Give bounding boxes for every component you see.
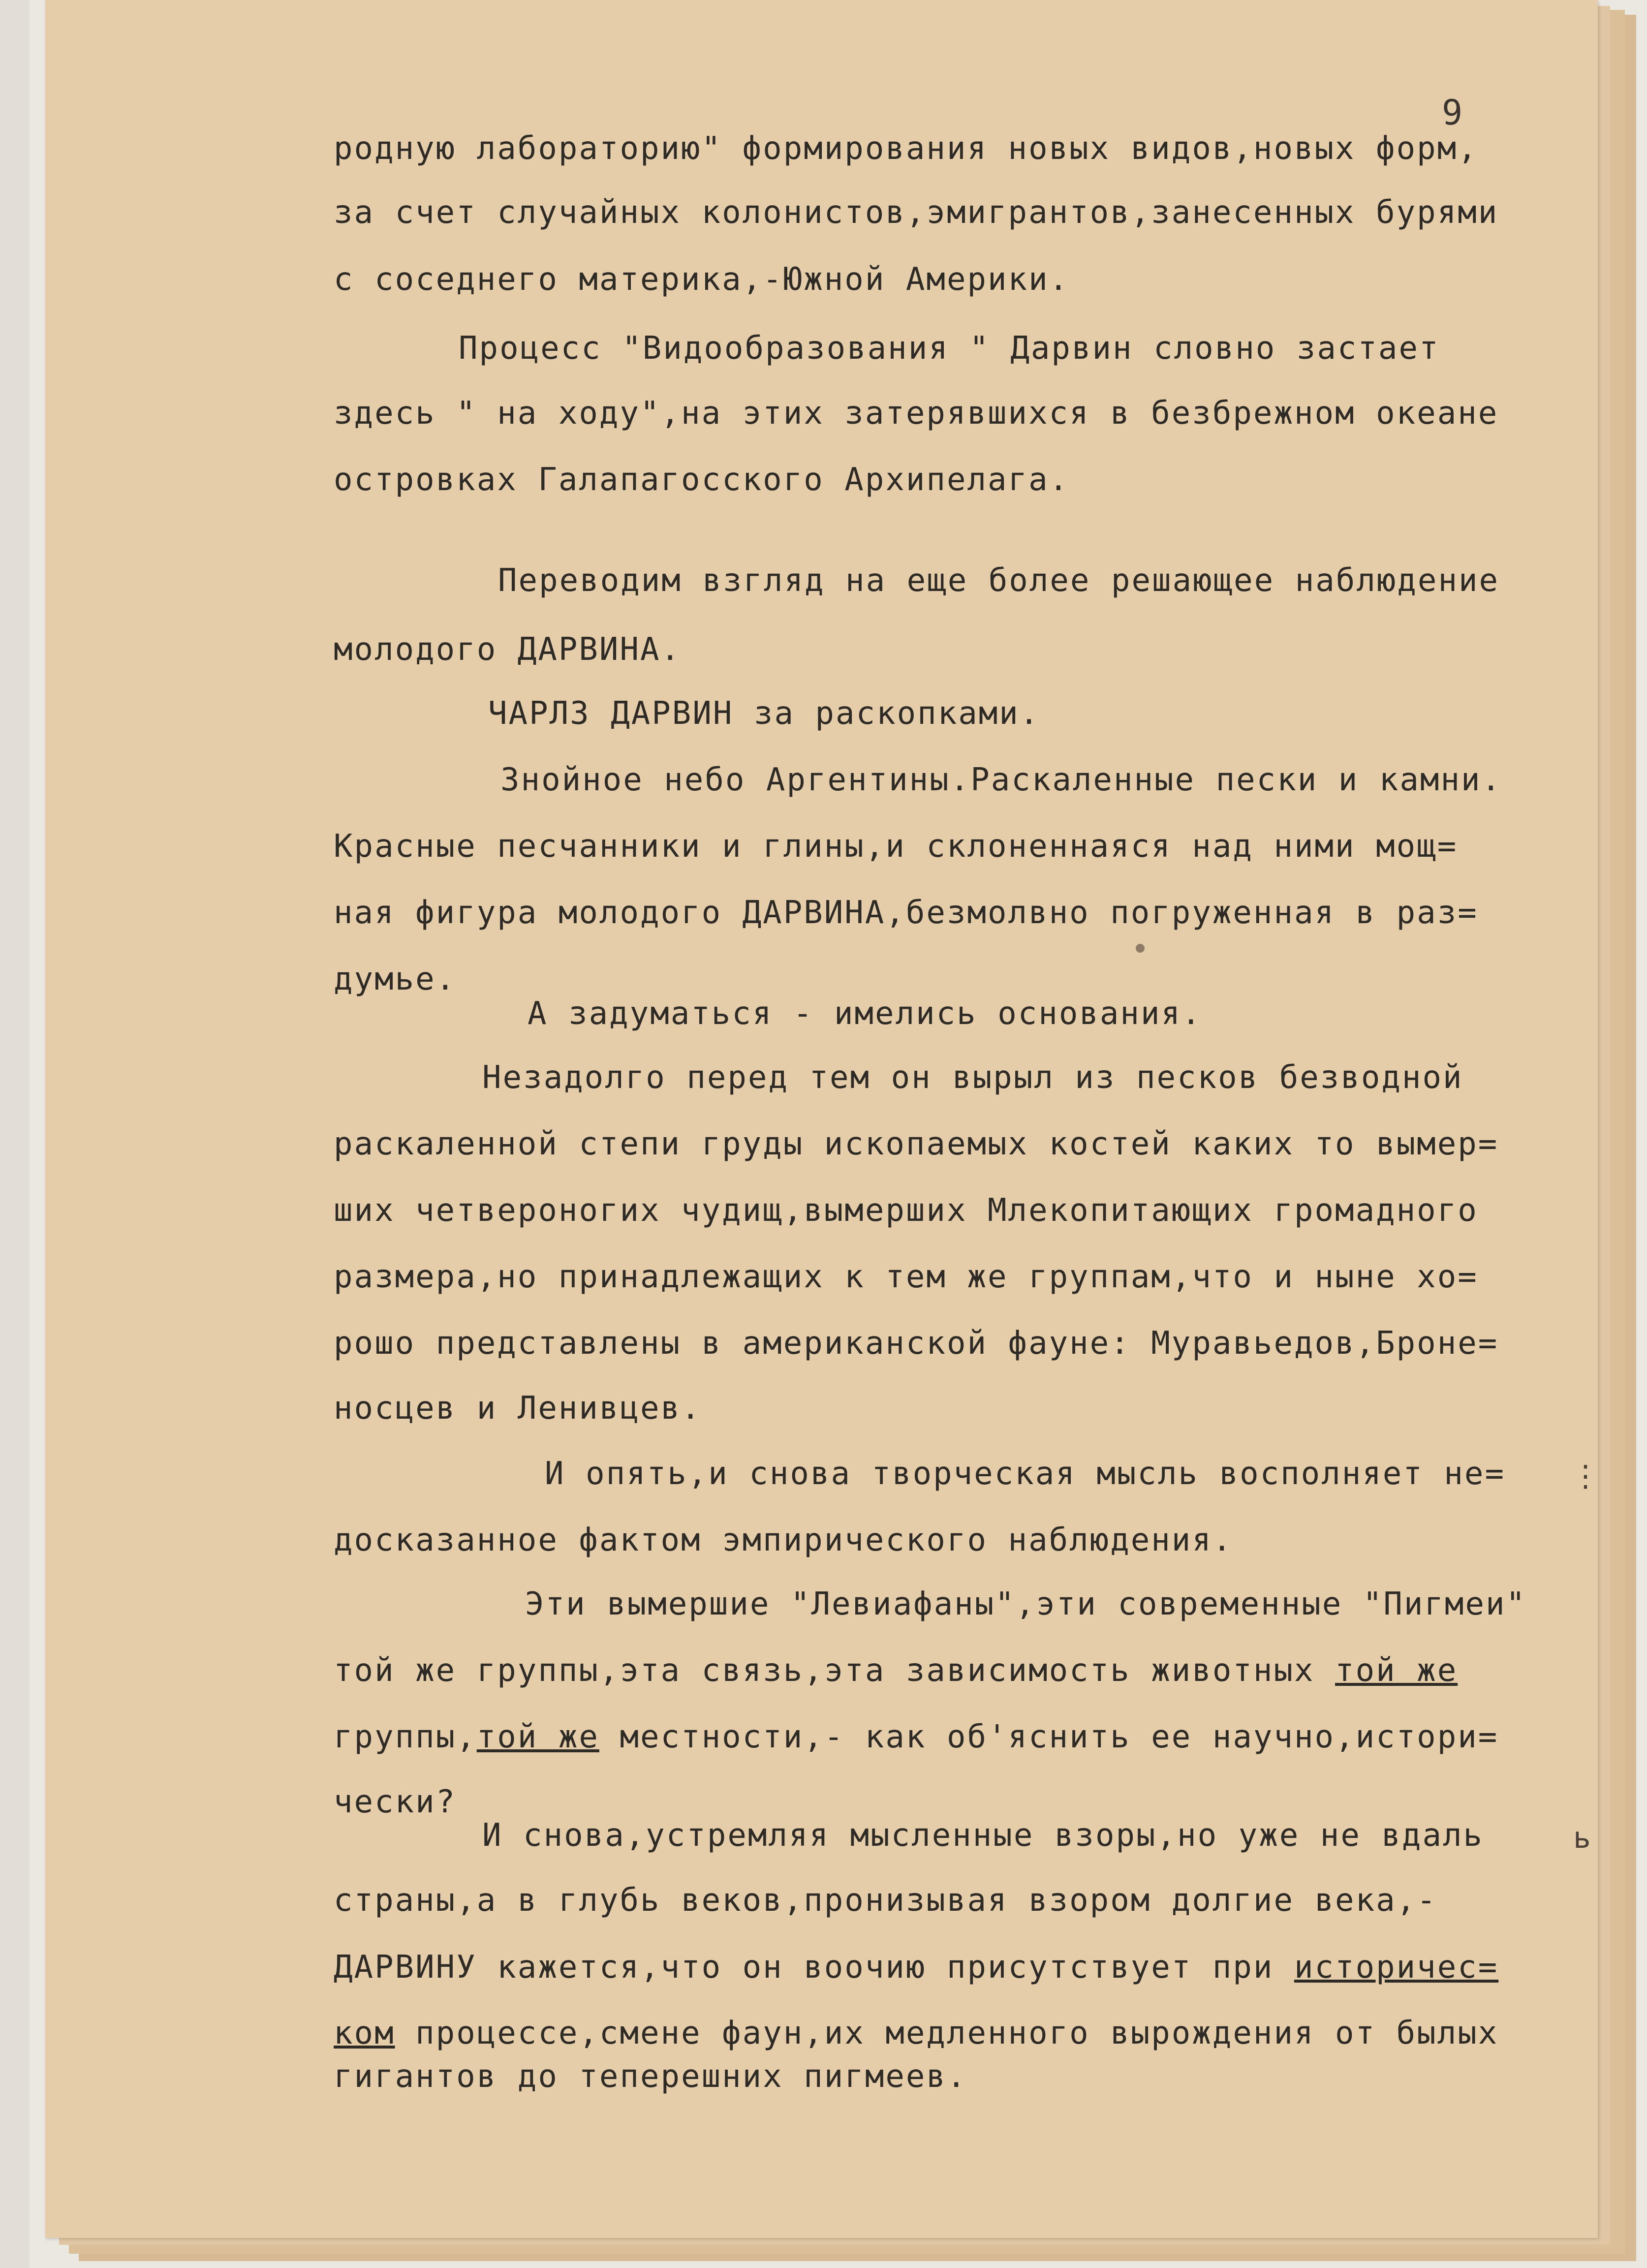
- text-line: А задуматься - имелись основания.: [528, 995, 1202, 1032]
- margin-mark: ь: [1573, 1821, 1591, 1855]
- text-line: здесь " на ходу",на этих затерявшихся в безбрежном океане: [334, 395, 1499, 432]
- underlined-text: историчес=: [1294, 1949, 1499, 1986]
- underlined-text: той же: [1335, 1652, 1458, 1689]
- page-number: 9: [1442, 93, 1463, 133]
- underlined-text: ком: [334, 2015, 395, 2051]
- text-line: Процесс "Видообразования " Дарвин словно застает: [459, 330, 1440, 367]
- typewritten-page: [45, 0, 1598, 2238]
- text-line: Незадолго перед тем он вырыл из песков безводной: [482, 1059, 1463, 1096]
- text-line: группы,той же местности,- как об'яснить ее научно,истори=: [334, 1719, 1499, 1755]
- text-line: той же группы,эта связь,эта зависимость животных той же: [334, 1652, 1458, 1689]
- text-line: островках Галапагосского Архипелага.: [334, 462, 1070, 498]
- text-line: И снова,устремляя мысленные взоры,но уже не вдаль: [482, 1817, 1484, 1854]
- text-line: И опять,и снова творческая мысль восполняет не=: [545, 1456, 1505, 1492]
- text-line: страны,а в глубь веков,пронизывая взором долгие века,-: [334, 1882, 1437, 1919]
- text-line: за счет случайных колонистов,эмигрантов,занесенных бурями: [334, 194, 1499, 231]
- text-line: ЧАРЛЗ ДАРВИН за раскопками.: [488, 695, 1040, 732]
- margin-mark: ⋮: [1571, 1459, 1600, 1493]
- text-line: рошо представлены в американской фауне: Муравьедов,Броне=: [334, 1325, 1499, 1362]
- text-line: с соседнего материка,-Южной Америки.: [334, 261, 1070, 298]
- text-line: носцев и Ленивцев.: [334, 1390, 702, 1427]
- text-line: ДАРВИНУ кажется,что он воочию присутствует при историчес=: [334, 1949, 1499, 1986]
- text-line: раскаленной степи груды ископаемых костей каких то вымер=: [334, 1126, 1499, 1162]
- backdrop: [0, 0, 30, 2268]
- text-line: размера,но принадлежащих к тем же группам,что и ныне хо=: [334, 1259, 1478, 1295]
- ink-spot: [1136, 944, 1145, 953]
- text-line: Эти вымершие "Левиафаны",эти современные "Пигмеи": [525, 1586, 1527, 1622]
- text-line: думье.: [334, 961, 457, 997]
- underlined-text: той же: [476, 1719, 599, 1755]
- text-line: родную лабораторию" формирования новых видов,новых форм,: [334, 130, 1478, 167]
- text-line: ком процессе,смене фаун,их медленного вырождения от былых: [334, 2015, 1499, 2051]
- text-line: досказанное фактом эмпирического наблюдения.: [334, 1522, 1233, 1558]
- text-line: ших четвероногих чудищ,вымерших Млекопитающих громадного: [334, 1192, 1478, 1229]
- text-line: Красные песчанники и глины,и склоненнаяся над ними мощ=: [334, 828, 1458, 865]
- text-line: гигантов до теперешних пигмеев.: [334, 2058, 967, 2095]
- text-line: Переводим взгляд на еще более решающее наблюдение: [498, 562, 1500, 599]
- text-line: ная фигура молодого ДАРВИНА,безмолвно погруженная в раз=: [334, 895, 1478, 931]
- text-line: Знойное небо Аргентины.Раскаленные пески и камни.: [500, 762, 1502, 798]
- text-line: молодого ДАРВИНА.: [334, 631, 682, 668]
- text-line: чески?: [334, 1784, 457, 1820]
